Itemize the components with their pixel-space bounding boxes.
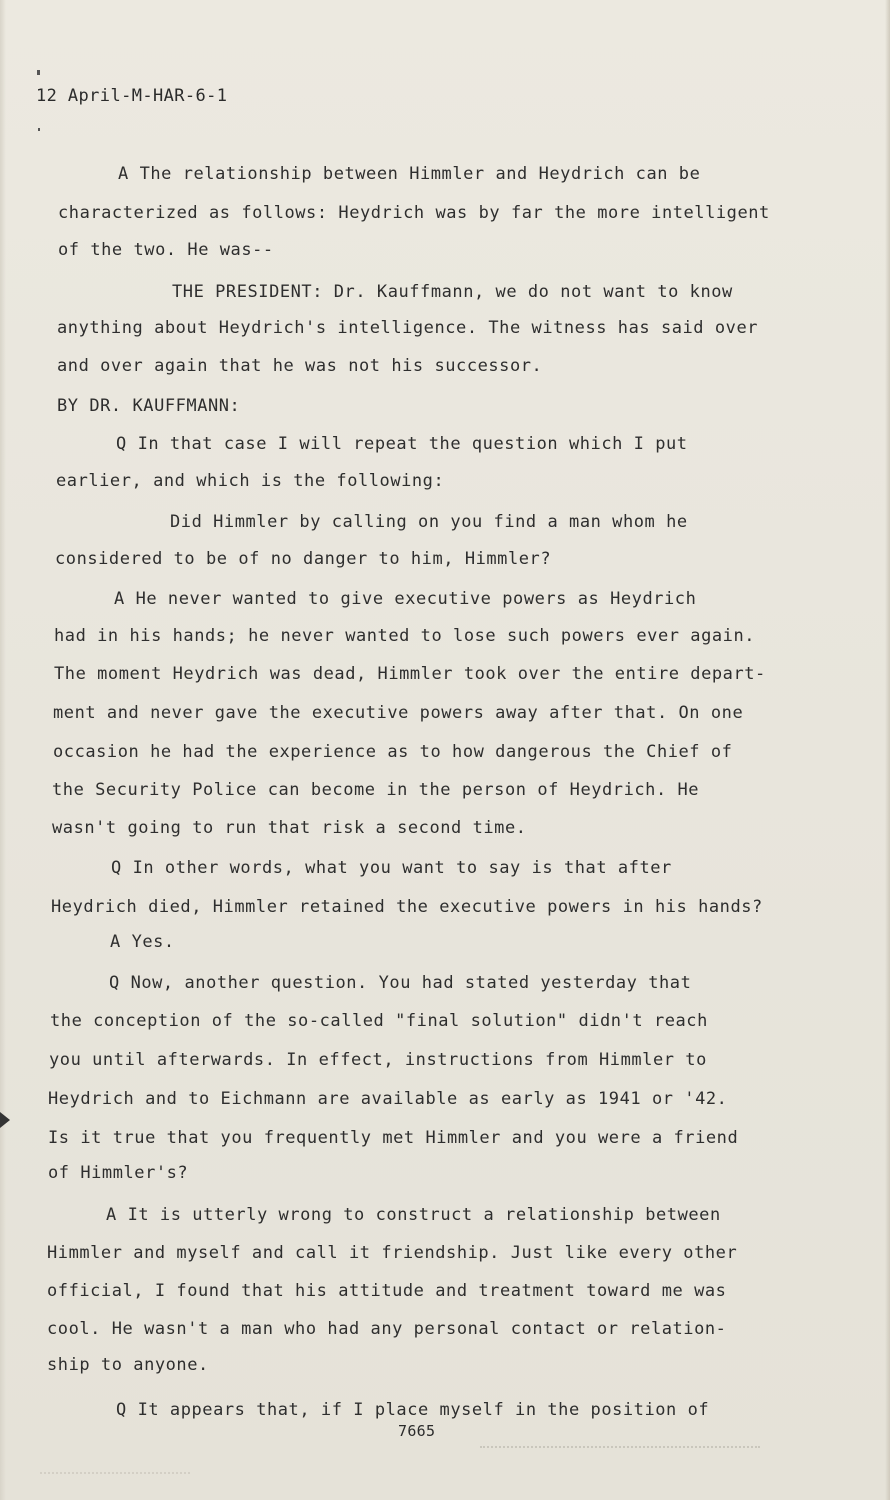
bleed-through-text — [480, 1446, 760, 1456]
text-line: characterized as follows: Heydrich was by far the more intelligent — [58, 203, 770, 223]
text-line: the Security Police can become in the person of Heydrich. He — [52, 780, 700, 800]
text-line: ment and never gave the executive powers away after that. On one — [53, 703, 744, 723]
text-line: had in his hands; he never wanted to lose such powers ever again. — [54, 626, 756, 646]
text-line: wasn't going to run that risk a second time. — [52, 818, 527, 838]
bleed-through-text — [40, 1472, 190, 1480]
text-line: BY DR. KAUFFMANN: — [57, 396, 241, 416]
text-line: earlier, and which is the following: — [56, 471, 445, 491]
text-line: Did Himmler by calling on you find a man whom he — [170, 512, 688, 532]
text-line: and over again that he was not his successor. — [57, 356, 543, 376]
text-line: A The relationship between Himmler and Heydrich can be — [118, 164, 701, 184]
text-line: Q In that case I will repeat the question which I put — [116, 434, 688, 454]
text-line: the conception of the so-called "final solution" didn't reach — [50, 1011, 708, 1031]
text-line: A It is utterly wrong to construct a relationship between — [106, 1205, 721, 1225]
text-line: considered to be of no danger to him, Himmler? — [55, 549, 552, 569]
margin-mark — [37, 70, 40, 75]
page-edge-right — [885, 0, 890, 1500]
text-line: The moment Heydrich was dead, Himmler took over the entire depart- — [54, 664, 766, 684]
text-line: Is it true that you frequently met Himmler and you were a friend — [48, 1128, 739, 1148]
text-line: cool. He wasn't a man who had any personal contact or relation- — [47, 1319, 727, 1339]
text-line: official, I found that his attitude and treatment toward me was — [47, 1281, 727, 1301]
text-line: ship to anyone. — [47, 1355, 209, 1375]
document-header: 12 April-M-HAR-6-1 — [36, 86, 228, 106]
text-line: A Yes. — [110, 932, 175, 952]
text-line: you until afterwards. In effect, instructions from Himmler to — [49, 1050, 707, 1070]
text-line: Himmler and myself and call it friendship. Just like every other — [47, 1243, 738, 1263]
text-line: Q It appears that, if I place myself in the position of — [116, 1400, 710, 1420]
text-line: anything about Heydrich's intelligence. The witness has said over — [57, 318, 759, 338]
text-line: A He never wanted to give executive powers as Heydrich — [114, 589, 697, 609]
text-line: of Himmler's? — [48, 1163, 189, 1183]
page-edge-left — [0, 0, 6, 1500]
margin-arrow-icon — [0, 1112, 10, 1128]
text-line: occasion he had the experience as to how dangerous the Chief of — [53, 742, 733, 762]
margin-mark — [38, 128, 40, 131]
text-line: Q Now, another question. You had stated yesterday that — [109, 973, 692, 993]
text-line: THE PRESIDENT: Dr. Kauffmann, we do not want to know — [172, 282, 733, 302]
text-line: Heydrich and to Eichmann are available as early as 1941 or '42. — [48, 1089, 728, 1109]
text-line: Heydrich died, Himmler retained the executive powers in his hands? — [51, 897, 763, 917]
page-number: 7665 — [398, 1422, 436, 1440]
text-line: Q In other words, what you want to say is that after — [111, 858, 672, 878]
text-line: of the two. He was-- — [58, 240, 274, 260]
